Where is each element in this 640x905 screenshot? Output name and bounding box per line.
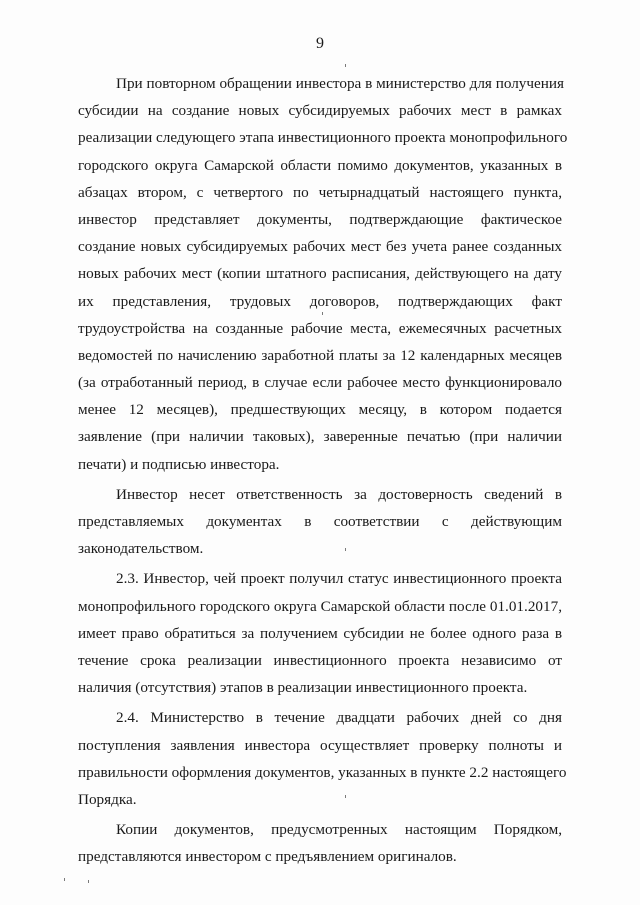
text-line: законодательством. [78,540,204,558]
text-line: трудоустройства на созданные рабочие места, ежемесячных расчетных [78,319,562,337]
paragraph-2-3 [78,565,562,701]
text-line: заявление (при наличии таковых), заверенные печатью (при наличии [78,428,562,446]
text-line: инвестор представляет документы, подтверждающие фактическое [78,210,562,228]
text-line: наличия (отсутствия) этапов в реализации инвестиционного проекта. [78,679,528,697]
text-line: субсидии на создание новых субсидируемых рабочих мест в рамках [78,102,562,120]
text-line: ведомостей по начислению заработной платы за 12 календарных месяцев [78,346,562,364]
text-line: Порядка. [78,790,137,808]
page-number: 9 [316,35,324,52]
text-line: имеет право обратиться за получением субсидии не более одного раза в [78,624,562,642]
text-line: печати) и подписью инвестора. [78,455,280,473]
text-line: реализации следующего этапа инвестиционного проекта монопрофильного [78,129,568,147]
text-line: их представления, трудовых договоров, подтверждающих факт [78,292,562,310]
text-line: Инвестор несет ответственность за достоверность сведений в [116,485,562,503]
text-line: абзацах втором, с четвертого по четырнадцатый настоящего пункта, [78,183,562,201]
text-line: При повторном обращении инвестора в министерство для получения [116,75,565,92]
text-line: менее 12 месяцев), предшествующих месяцу, в котором подается [78,401,562,419]
scan-artifact [345,64,346,67]
text-line: 2.4. Министерство в течение двадцати рабочих дней со дня [116,709,562,727]
text-line: представляемых документах в соответствии с действующим [78,513,562,530]
paragraph-reapplication [78,70,568,478]
paragraph-responsibility [78,481,562,563]
text-line: Копии документов, предусмотренных настоящим Порядком, [116,821,562,839]
scan-artifact [64,878,65,881]
text-line: создание новых субсидируемых рабочих мест без учета ранее созданных [78,238,562,256]
text-line: представляются инвестором с предъявлением оригиналов. [78,848,457,866]
paragraph-copies [78,816,562,870]
text-line: новых рабочих мест (копии штатного расписания, действующего на дату [78,265,562,283]
text-line: монопрофильного городского округа Самарской области после 01.01.2017, [78,597,562,615]
scan-artifact [88,880,89,883]
text-line: течение срока реализации инвестиционного проекта независимо от [78,651,562,669]
text-line: 2.3. Инвестор, чей проект получил статус инвестиционного проекта [116,570,562,588]
text-line: (за отработанный период, в случае если рабочее место функционировало [78,374,562,392]
text-line: правильности оформления документов, указанных в пункте 2.2 настоящего [78,763,567,781]
document-body [78,70,568,870]
text-line: городского округа Самарской области помимо документов, указанных в [78,156,562,174]
text-line: поступления заявления инвестора осуществляет проверку полноты и [78,736,562,754]
paragraph-2-4 [78,704,567,813]
